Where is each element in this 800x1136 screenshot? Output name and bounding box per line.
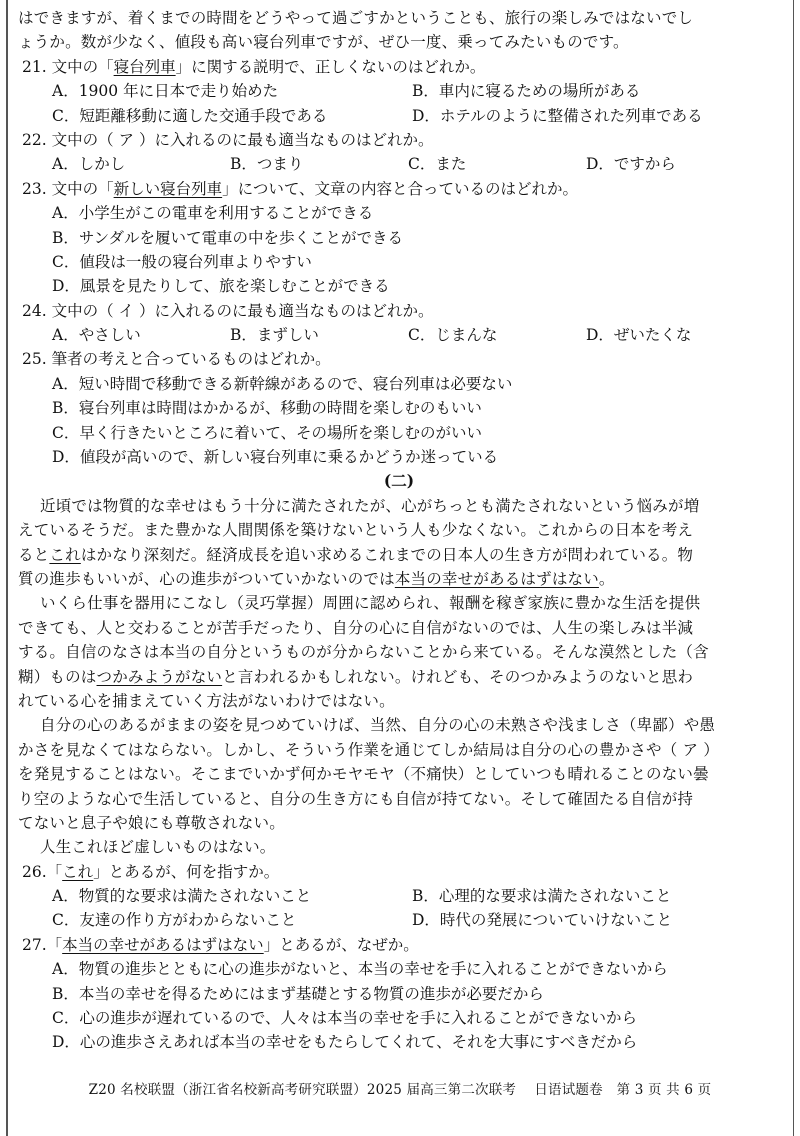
question-22: 22. 文中の（ ア ）に入れるのに最も適当なものはどれか。 — [22, 130, 434, 149]
option-d: D．ですから — [586, 155, 676, 174]
passage-line: を発見することはない。そこまでいかず何かモヤモヤ（不痛快）としていつも晴れることのない曇 — [18, 765, 709, 784]
option-d: D．ぜいたくな — [586, 326, 692, 345]
option-c: C．早く行きたいところに着いて、その場所を楽しむのがいい — [52, 423, 483, 442]
question-24: 24. 文中の（ イ ）に入れるのに最も適当なものはどれか。 — [22, 301, 434, 320]
option-row — [18, 79, 780, 103]
underlined-phrase: これ — [62, 862, 94, 881]
option-b: B．車内に寝るための場所がある — [412, 82, 641, 101]
passage-line: 糊）ものはつかみようがないと言われるかもしれない。けれども、そのつかみようのないと思わ — [18, 667, 694, 686]
option-c: C．友達の作り方がわからないこと — [52, 911, 297, 930]
option-b: B．まずしい — [230, 326, 319, 345]
question-number: 25. — [22, 350, 47, 369]
passage-line: いくら仕事を器用にこなし（灵巧掌握）周囲に認められ、報酬を稼ぎ家族に豊かな生活を提供 — [40, 594, 701, 613]
option-c: C．心の進歩が遅れているので、人々は本当の幸せを手に入れることができないから — [52, 1009, 638, 1028]
passage-line: かさを見なくてはならない。しかし、そういう作業を通じてしか結局は自分の心の豊かさや（ ア ） — [18, 740, 720, 759]
option-d: D．風景を見たりして、旅を楽しむことができる — [52, 277, 390, 296]
question-number: 27. — [22, 935, 47, 954]
option-b: B．寝台列車は時間はかかるが、移動の時間を楽しむのもいい — [52, 399, 482, 418]
passage-line: り空のような心で生活していると、自分の生き方にも自信が持てない。そして確固たる自信が持 — [18, 789, 694, 808]
question-21: 21. 文中の「寝台列車」に関する説明で、正しくないのはどれか。 — [22, 57, 486, 76]
passage-line: 人生これほど虚しいものはない。 — [40, 838, 276, 857]
option-a: A．やさしい — [52, 326, 141, 345]
passage-line: えているそうだ。また豊かな人間関係を築けないという人も少なくない。これからの日本を考え — [18, 521, 694, 540]
option-row — [18, 908, 780, 932]
passage-line: てないと息子や娘にも尊敬されない。 — [18, 813, 285, 832]
question-number: 21. — [22, 57, 47, 76]
option-d: D．ホテルのように整備された列車である — [412, 106, 703, 125]
option-a: A．小学生がこの電車を利用することができる — [52, 204, 374, 223]
passage-line: する。自信のなさは本当の自分というものが分からないことから来ている。そんな漠然とした（含 — [18, 643, 709, 662]
question-number: 26. — [22, 862, 47, 881]
page-right-edge — [793, 0, 795, 1136]
option-b: B．つまり — [230, 155, 304, 174]
option-row — [18, 884, 780, 908]
option-b: B．心理的な要求は満たされないこと — [412, 887, 672, 906]
option-row — [18, 152, 780, 176]
passage-line: はできますが、着くまでの時間をどうやって過ごすかということも、旅行の楽しみではないでし — [18, 9, 694, 27]
underlined-phrase: 本当の幸せがあるはずはない — [62, 935, 264, 954]
passage-line: ょうか。数が少なく、値段も高い寝台列車ですが、ぜひ一度、乗ってみたいものです。 — [18, 33, 629, 52]
question-number: 22. — [22, 130, 47, 149]
passage-line: るとこれはかなり深刻だ。経済成長を追い求めるこれまでの日本人の生き方が問われている。物 — [18, 545, 694, 564]
option-a: A．物質的な要求は満たされないこと — [52, 887, 312, 906]
question-23: 23. 文中の「新しい寝台列車」について、文章の内容と合っているのはどれか。 — [22, 179, 579, 198]
passage-line: 質の進歩もいいが、心の進歩がついていかないのでは本当の幸せがあるはずはない。 — [18, 569, 615, 588]
option-a: A．物質の進歩とともに心の進歩がないと、本当の幸せを手に入れることができないから — [52, 960, 668, 979]
underlined-phrase: 寝台列車 — [113, 57, 176, 76]
section-title: (二) — [383, 471, 415, 491]
option-c: C．また — [408, 155, 467, 174]
option-c: C．短距離移動に適した交通手段である — [52, 106, 328, 125]
passage-line: できても、人と交わることが苦手だったり、自分の心に自信がないのでは、人生の楽しみは半減 — [18, 618, 694, 637]
passage-line: 近頃では物質的な幸せはもう十分に満たされたが、心がちっとも満たされないという悩みが増 — [40, 496, 700, 515]
option-a: A．短い時間で移動できる新幹線があるので、寝台列車は必要ない — [52, 374, 513, 393]
option-b: B．サンダルを履いて電車の中を歩くことができる — [52, 228, 403, 247]
underlined-phrase: 新しい寝台列車 — [113, 179, 223, 198]
option-d: D．時代の発展についていけないこと — [412, 911, 673, 930]
question-26: 26.「これ」とあるが、何を指すか。 — [22, 862, 280, 881]
option-c: C．じまんな — [408, 326, 498, 345]
option-row — [18, 323, 780, 347]
question-number: 24. — [22, 301, 47, 320]
option-d: D．心の進歩さえあれば本当の幸せをもたらしてくれて、それを大事にすべきだから — [52, 1033, 638, 1052]
underlined-phrase: つかみようがない — [96, 667, 223, 686]
exam-page — [18, 6, 780, 1055]
option-a: A．1900 年に日本で走り始めた — [52, 82, 279, 101]
option-b: B．本当の幸せを得るためにはまず基礎とする物質の進歩が必要だから — [52, 984, 544, 1003]
underlined-phrase: これ — [49, 545, 81, 564]
question-25: 25. 筆者の考えと合っているものはどれか。 — [22, 350, 331, 369]
underlined-phrase: 本当の幸せがあるはずはない — [394, 569, 599, 588]
option-a: A．しかし — [52, 155, 126, 174]
option-d: D．値段が高いので、新しい寝台列車に乗るかどうか迷っている — [52, 448, 499, 467]
option-row — [18, 104, 780, 128]
option-c: C．値段は一般の寝台列車よりやすい — [52, 252, 312, 271]
page-left-edge — [6, 0, 8, 1136]
question-number: 23. — [22, 179, 47, 198]
passage-line: 自分の心のあるがままの姿を見つめていけば、当然、自分の心の未熟さや浅ましさ（卑鄙）や愚 — [40, 716, 716, 735]
question-27: 27.「本当の幸せがあるはずはない」とあるが、なぜか。 — [22, 935, 419, 954]
passage-line: れている心を捕まえていく方法がないわけではない。 — [18, 691, 395, 710]
page-footer: Z20 名校联盟（浙江省名校新高考研究联盟）2025 届高三第二次联考 日语试题卷 第 3 页 共 6 页 — [88, 1082, 712, 1098]
